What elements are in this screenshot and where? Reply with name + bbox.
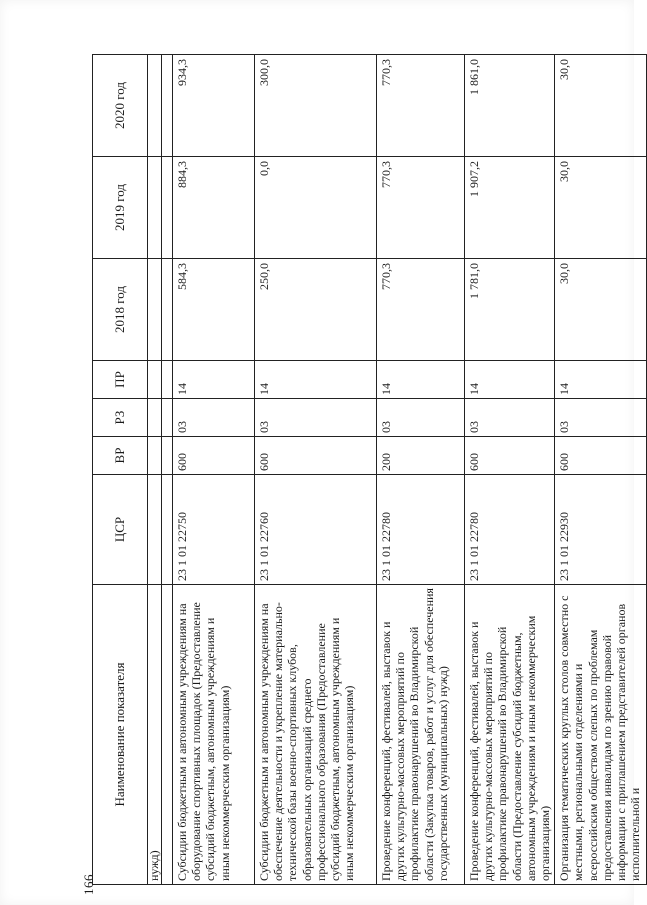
table-row bbox=[255, 55, 377, 885]
row-2020: 300,0 bbox=[255, 55, 377, 157]
row-csr: 23 1 01 22780 bbox=[465, 475, 555, 585]
rotated-table-container bbox=[92, 55, 643, 885]
table-row bbox=[377, 55, 465, 885]
header-name: Наименование показателя bbox=[93, 585, 148, 885]
row-name: Проведение конференций, фестивалей, выставок и других культурно-массовых мероприятий по профилактике правонарушений во Владимирской области (Закупка товаров, работ и услуг для обеспечения государственных (муниципальных) нужд) bbox=[377, 585, 465, 885]
row-2020: 770,3 bbox=[377, 55, 465, 157]
row-vr: 200 bbox=[377, 437, 465, 475]
row-rz: 03 bbox=[555, 399, 647, 437]
header-2018: 2018 год bbox=[93, 259, 148, 361]
row-2020: 1 861,0 bbox=[465, 55, 555, 157]
spacer-row bbox=[162, 55, 173, 885]
row-2019: 0,0 bbox=[255, 157, 377, 259]
row-csr: 23 1 01 22780 bbox=[377, 475, 465, 585]
row-vr: 600 bbox=[173, 437, 255, 475]
row-pr: 14 bbox=[173, 361, 255, 399]
row-2018: 30,0 bbox=[555, 259, 647, 361]
row-2018: 770,3 bbox=[377, 259, 465, 361]
header-pr: ПР bbox=[93, 361, 148, 399]
row-name: Организация тематических круглых столов совместно с местными, региональными отделениями и всероссийским обществом слепых по проблемам предоставления инвалидам по зрению правовой информации с приглашением представителей органов исполнительной и bbox=[555, 585, 647, 885]
header-rz: РЗ bbox=[93, 399, 148, 437]
row-pr: 14 bbox=[555, 361, 647, 399]
row-name: Субсидии бюджетным и автономным учреждениям на обеспечение деятельности и укрепление материально-технической базы военно-спортивных клубов, образовательных организаций среднего профессионального образования (Предоставление субсидий бюджетным, автономным учреждениям и иным некоммерческим организациям) bbox=[255, 585, 377, 885]
row-name: Проведение конференций, фестивалей, выставок и других культурно-массовых мероприятий по профилактике правонарушений во Владимирской области (Предоставление субсидий бюджетным, автономным учреждениям и иным некоммерческим организациям) bbox=[465, 585, 555, 885]
header-row bbox=[93, 55, 148, 885]
row-2018: 1 781,0 bbox=[465, 259, 555, 361]
row-2019: 770,3 bbox=[377, 157, 465, 259]
row-2019: 884,3 bbox=[173, 157, 255, 259]
row-rz: 03 bbox=[465, 399, 555, 437]
row-rz: 03 bbox=[173, 399, 255, 437]
page-number: 166 bbox=[81, 874, 96, 895]
header-vr: ВР bbox=[93, 437, 148, 475]
header-2020: 2020 год bbox=[93, 55, 148, 157]
table-row bbox=[173, 55, 255, 885]
page-number-container bbox=[43, 455, 96, 895]
row-rz: 03 bbox=[255, 399, 377, 437]
row-csr: 23 1 01 22930 bbox=[555, 475, 647, 585]
row-2019: 30,0 bbox=[555, 157, 647, 259]
table-row bbox=[465, 55, 555, 885]
row-vr: 600 bbox=[555, 437, 647, 475]
row-rz: 03 bbox=[377, 399, 465, 437]
row-2018: 584,3 bbox=[173, 259, 255, 361]
row-vr: 600 bbox=[255, 437, 377, 475]
row-pr: 14 bbox=[255, 361, 377, 399]
row-2018: 250,0 bbox=[255, 259, 377, 361]
continuation-row bbox=[148, 55, 162, 885]
row-vr: 600 bbox=[465, 437, 555, 475]
row-csr: 23 1 01 22760 bbox=[255, 475, 377, 585]
budget-table bbox=[92, 54, 647, 885]
row-2020: 30,0 bbox=[555, 55, 647, 157]
row-pr: 14 bbox=[377, 361, 465, 399]
row-pr: 14 bbox=[465, 361, 555, 399]
row-csr: 23 1 01 22750 bbox=[173, 475, 255, 585]
row-name: Субсидии бюджетным и автономным учреждениям на оборудование спортивных площадок (Предоставление субсидий бюджетным, автономным учреждениям и иным некоммерческим организациям) bbox=[173, 585, 255, 885]
continuation-text: нужд) bbox=[148, 585, 162, 885]
header-2019: 2019 год bbox=[93, 157, 148, 259]
header-csr: ЦСР bbox=[93, 475, 148, 585]
table-row bbox=[555, 55, 647, 885]
row-2019: 1 907,2 bbox=[465, 157, 555, 259]
row-2020: 934,3 bbox=[173, 55, 255, 157]
